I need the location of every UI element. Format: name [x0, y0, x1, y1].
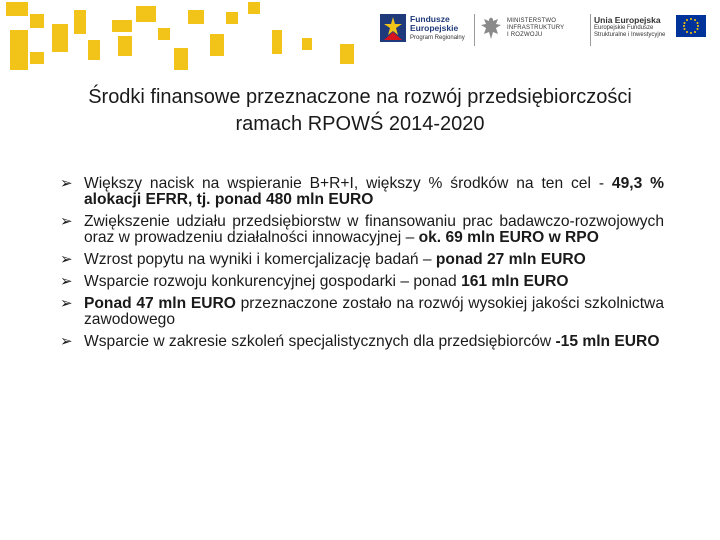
fundusze-line2: Europejskie — [410, 23, 459, 33]
ministerstwo-logo — [480, 12, 590, 48]
bullet-list — [60, 176, 664, 356]
bullet-bold: 161 mln EURO — [461, 273, 569, 290]
bullet-bold: Ponad 47 mln EURO — [84, 295, 236, 312]
decorative-yellow-squares — [0, 0, 380, 80]
logos-strip — [378, 12, 708, 48]
eagle-emblem-icon — [480, 15, 502, 41]
ue-line1: Unia Europejska — [594, 15, 661, 25]
bullet-text: Większy nacisk na wspieranie B+R+I, większy % środków na ten cel - — [84, 175, 612, 192]
title-line1: Środki finansowe przeznaczone na rozwój przedsiębiorczości — [88, 86, 632, 108]
bullet-item — [60, 296, 664, 328]
arrow-bullet-icon: ➢ — [60, 295, 73, 312]
bullet-text: Zwiększenie udziału przedsiębiorstw w finansowaniu prac badawczo-rozwojowych oraz w prowadzeniu działalności innowacyjnej – — [84, 213, 664, 246]
arrow-bullet-icon: ➢ — [60, 251, 73, 268]
bullet-item — [60, 252, 664, 268]
bullet-text: Wsparcie w zakresie szkoleń specjalistycznych dla przedsiębiorców — [84, 333, 556, 350]
arrow-bullet-icon: ➢ — [60, 333, 73, 350]
fundusze-line1: Fundusze — [410, 14, 450, 24]
bullet-bold: -15 mln EURO — [555, 333, 660, 350]
fundusze-star-logo-icon — [380, 14, 406, 42]
bullet-item — [60, 214, 664, 246]
fundusze-europejskie-logo — [378, 12, 470, 48]
bullet-text: Wsparcie rozwoju konkurencyjnej gospodarki – ponad — [84, 273, 462, 290]
logo-divider — [474, 14, 475, 46]
bullet-bold: 49,3 % alokacji EFRR, tj. ponad 480 mln EURO — [84, 175, 664, 208]
ue-sub2: Strukturalne i Inwestycyjne — [594, 32, 666, 38]
bullet-bold: ok. 69 mln EURO w RPO — [418, 229, 599, 246]
ue-sub1: Europejskie Fundusze — [594, 25, 654, 31]
bullet-text: przeznaczone zostało na rozwój wysokiej jakości szkolnictwa zawodowego — [84, 295, 664, 328]
slide-title — [40, 84, 680, 138]
eu-flag-icon — [676, 15, 706, 37]
bullet-bold: ponad 27 mln EURO — [435, 251, 586, 268]
fundusze-sub: Program Regionalny — [410, 35, 465, 41]
ministerstwo-text: MINISTERSTWO INFRASTRUKTURY I ROZWOJU — [507, 18, 565, 38]
bullet-item — [60, 176, 664, 208]
arrow-bullet-icon: ➢ — [60, 213, 73, 230]
bullet-text: Wzrost popytu na wyniki i komercjalizację badań – — [84, 251, 436, 268]
bullet-item — [60, 274, 664, 290]
bullet-item — [60, 334, 664, 350]
arrow-bullet-icon: ➢ — [60, 273, 73, 290]
title-line2: ramach RPOWŚ 2014-2020 — [235, 113, 485, 135]
arrow-bullet-icon: ➢ — [60, 175, 73, 192]
logo-divider — [590, 14, 591, 46]
unia-europejska-logo — [594, 12, 708, 48]
